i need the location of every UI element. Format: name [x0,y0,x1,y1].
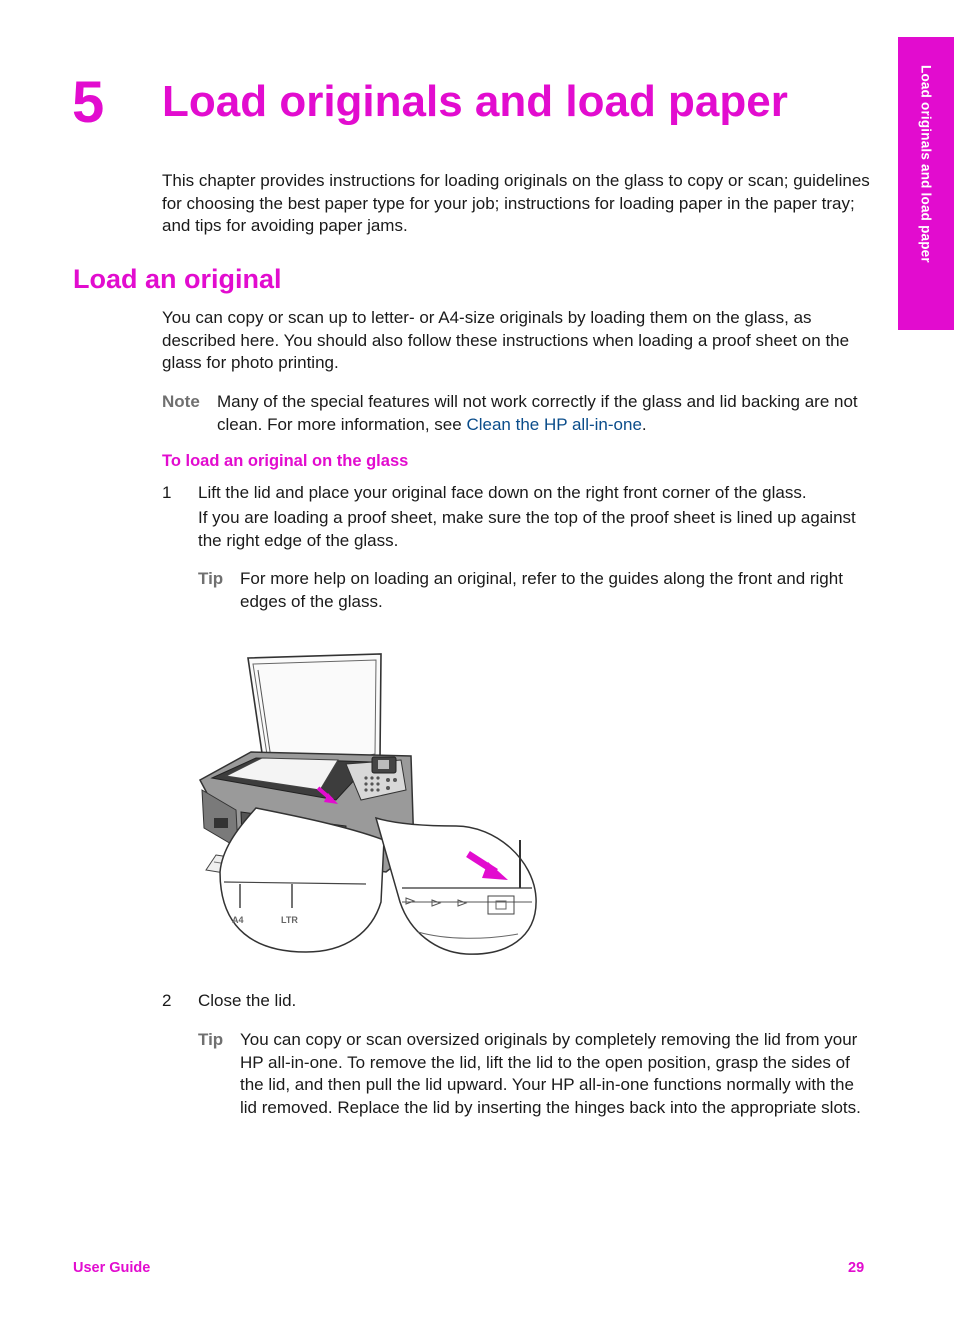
printer-illustration [196,640,541,960]
corner-guide-magnifier [376,818,536,954]
note-text [217,391,872,436]
tip-label: Tip [198,1030,224,1049]
note-text-after: . [641,414,647,434]
ltr-guide-label: LTR [281,915,298,925]
intro-paragraph: This chapter provides instructions for loading originals on the glass to copy or scan; guidelines for choosing the best paper type for your job; instructions for loading paper in the paper tray; and tips for avoiding paper jams. [162,171,870,235]
chapter-title: Load originals and load paper [162,77,788,126]
side-tab-label: Load originals and load paper [918,65,934,263]
a4-guide-label: A4 [232,915,244,925]
tip-text: You can copy or scan oversized originals by completely removing the lid from your HP all-in-one. To remove the lid, lift the lid to the open position, grasp the sides of the lid, and then pull the lid upward. Your HP all-in-one functions normally with the lid removed. Replace the lid by inserting the hinges back into the appropriate slots. [240,1030,861,1117]
note-label: Note [162,392,200,411]
step-number: 2 [162,991,172,1010]
note-text-before: Many of the special features will not work correctly if the glass and lid backing are not clean. For more information, see [217,392,858,434]
side-tab [898,37,954,330]
chapter-number: 5 [72,70,105,135]
section-heading: Load an original [73,264,282,294]
step-text: Lift the lid and place your original face down on the right front corner of the glass. [198,483,807,502]
footer-guide-title: User Guide [73,1260,151,1276]
procedure-heading: To load an original on the glass [162,452,409,470]
page-number: 29 [848,1260,865,1276]
step-number: 1 [162,483,172,502]
section-paragraph: You can copy or scan up to letter- or A4-size originals by loading them on the glass, as described here. You should also follow these instructions when loading a proof sheet on the glass for photo printing. [162,308,850,372]
step-text: Close the lid. [198,991,297,1010]
step-subtext: If you are loading a proof sheet, make sure the top of the proof sheet is lined up against the right edge of the glass. [198,508,856,550]
tip-text: For more help on loading an original, refer to the guides along the front and right edges of the glass. [240,569,843,611]
tip-label: Tip [198,569,224,588]
clean-device-link[interactable]: Clean the HP all-in-one [466,414,642,434]
